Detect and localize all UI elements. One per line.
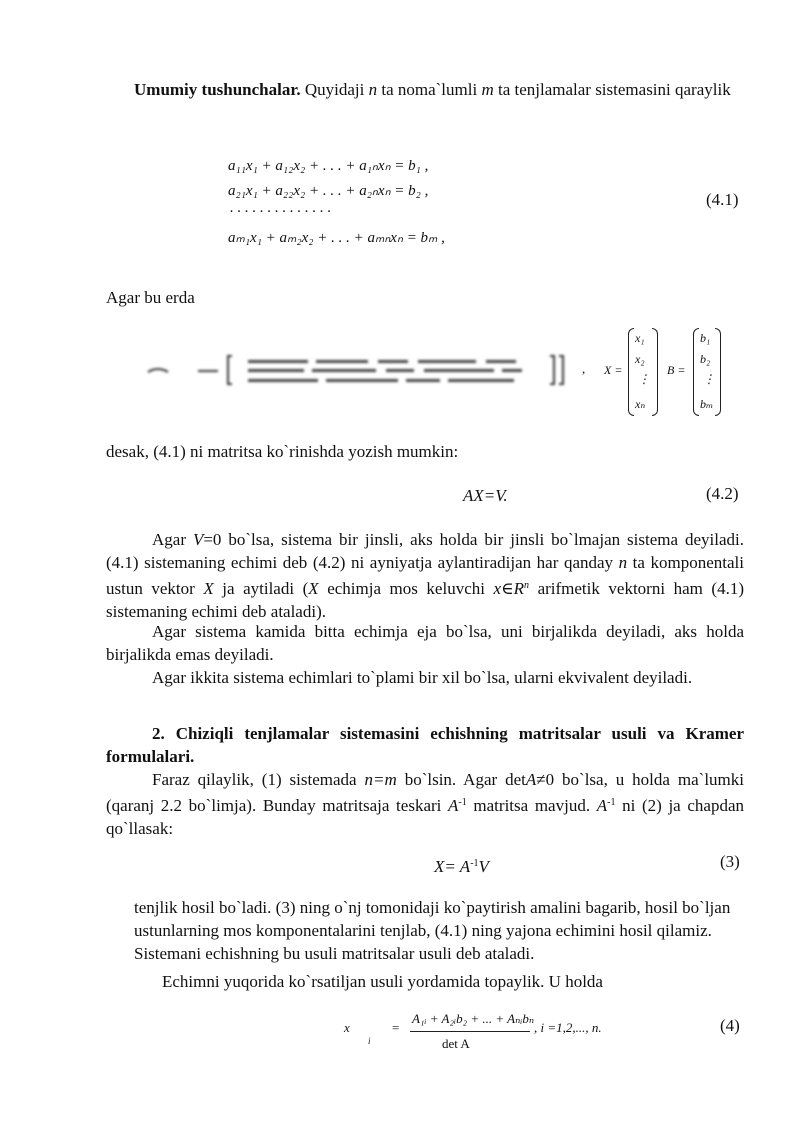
agar-bu-erda-text: Agar bu erda [106,288,195,307]
equation-number-4: (4) [720,1016,740,1035]
equation-4-denominator: det A [442,1036,470,1051]
system-row-dots: . . . . . . . . . . . . . . [230,200,332,216]
matrix-a-image [146,352,576,388]
system-row-m: aₘ₁x₁ + aₘ₂x₂ + . . . + aₘₙxₙ = bₘ , [228,230,445,246]
equation-4-equals: = [392,1020,400,1035]
vector-x-item: ⋮ [638,372,650,386]
vector-b-right-paren [715,328,721,416]
system-row-1: a₁₁x₁ + a₁₂x₂ + . . . + a₁ₙxₙ = b₁ , [228,158,429,174]
vector-x-right-paren [652,328,658,416]
paragraph-matrix-method: Faraz qilaylik, (1) sistemada n=m bo`lsin. Agar detA≠0 bo`lsa, u holda ma`lumki (qaranj 2.2 bo`limja). Bunday matritsaja teskari $A^{-1}$ matritsa mavjud. $A^{-1}$ ni (2) ja chapdan qo`llasak: [106,770,744,838]
vector-b-item: ⋮ [703,372,715,386]
vector-b-item: b₁ [700,331,711,345]
equation-number-4-2: (4.2) [706,484,739,503]
system-row-2: a₂₁x₁ + a₂₂x₂ + . . . + a₂ₙxₙ = b₂ , [228,183,429,199]
paragraph-consistent: Agar sistema kamida bitta echimja eja bo`lsa, uni birjalikda deyiladi, aks holda birjalikda emas deyiladi. [106,622,744,664]
desak-text: desak, (4.1) ni matritsa ko`rinishda yozish mumkin: [106,442,459,461]
vector-x-item: x₂ [635,352,645,366]
section-2-heading: 2. Chiziqli tenjlamalar sistemasini echishning matritsalar usuli va Kramer formulalari. [106,724,744,766]
equation-3: $X= A^{-1}V$ [434,857,489,876]
matrix-a-glyphs [146,352,576,388]
vector-b-left-paren [693,328,699,416]
vector-x-label: X = [604,363,623,377]
vector-x-item: xₙ [635,397,646,411]
equation-4-numerator: A₁ᵢ + A₂ᵢb₂ + ... + Aₙᵢbₙ [412,1011,535,1026]
paragraph-find-solution: Echimni yuqorida ko`rsatiljan usuli yordamida topaylik. U holda [162,972,603,991]
intro-heading: Umumiy tushunchalar. [134,80,301,99]
equation-4-lhs: x [344,1020,350,1035]
paragraph-homogeneous: Agar V=0 bo`lsa, sistema bir jinsli, aks holda bir jinsli bo`lmajan sistema deyiladi. (4.1) sistemaning echimi deb (4.2) ni ayniyatja aylantiradijan har qanday n ta komponentali ustun vektor X ja aytiladi (X echimja mos keluvchi $x\in R^n$ arifmetik vektorni ham (4.1) sistemaning echimi deb ataladi). [106,530,745,621]
matrix-comma: , [582,361,586,376]
equation-4-2: AX=V. [463,486,508,505]
vector-b-item: b₂ [700,352,711,366]
equation-4-fraction-bar [410,1031,530,1032]
intro-paragraph: Umumiy tushunchalar. Quyidaji n ta noma`lumli m ta tenjlamalar sistemasini qaraylik [134,80,731,99]
equation-number-4-1: (4.1) [706,190,739,209]
vector-x-item: x₁ [635,331,645,345]
vector-b-label: B = [667,363,686,377]
paragraph-unique-solution: tenjlik hosil bo`ladi. (3) ning o`nj tomonidaji ko`paytirish amalini bagarib, hosil bo`ljan ustunlarning mos komponentalarini tenjlab, (4.1) ning yajona echimini hosil qilamiz. Sistemani echishning bu usuli matritsalar usuli deb ataladi. [134,898,731,963]
vector-x-left-paren [628,328,634,416]
equation-number-3: (3) [720,852,740,871]
paragraph-equivalent: Agar ikkita sistema echimlari to`plami bir xil bo`lsa, ularni ekvivalent deyiladi. [152,668,693,687]
equation-4-tail: , i =1,2,..., n. [534,1020,602,1035]
equation-4-lhs-sub: i [368,1036,371,1046]
vector-b-item: bₘ [700,397,714,411]
